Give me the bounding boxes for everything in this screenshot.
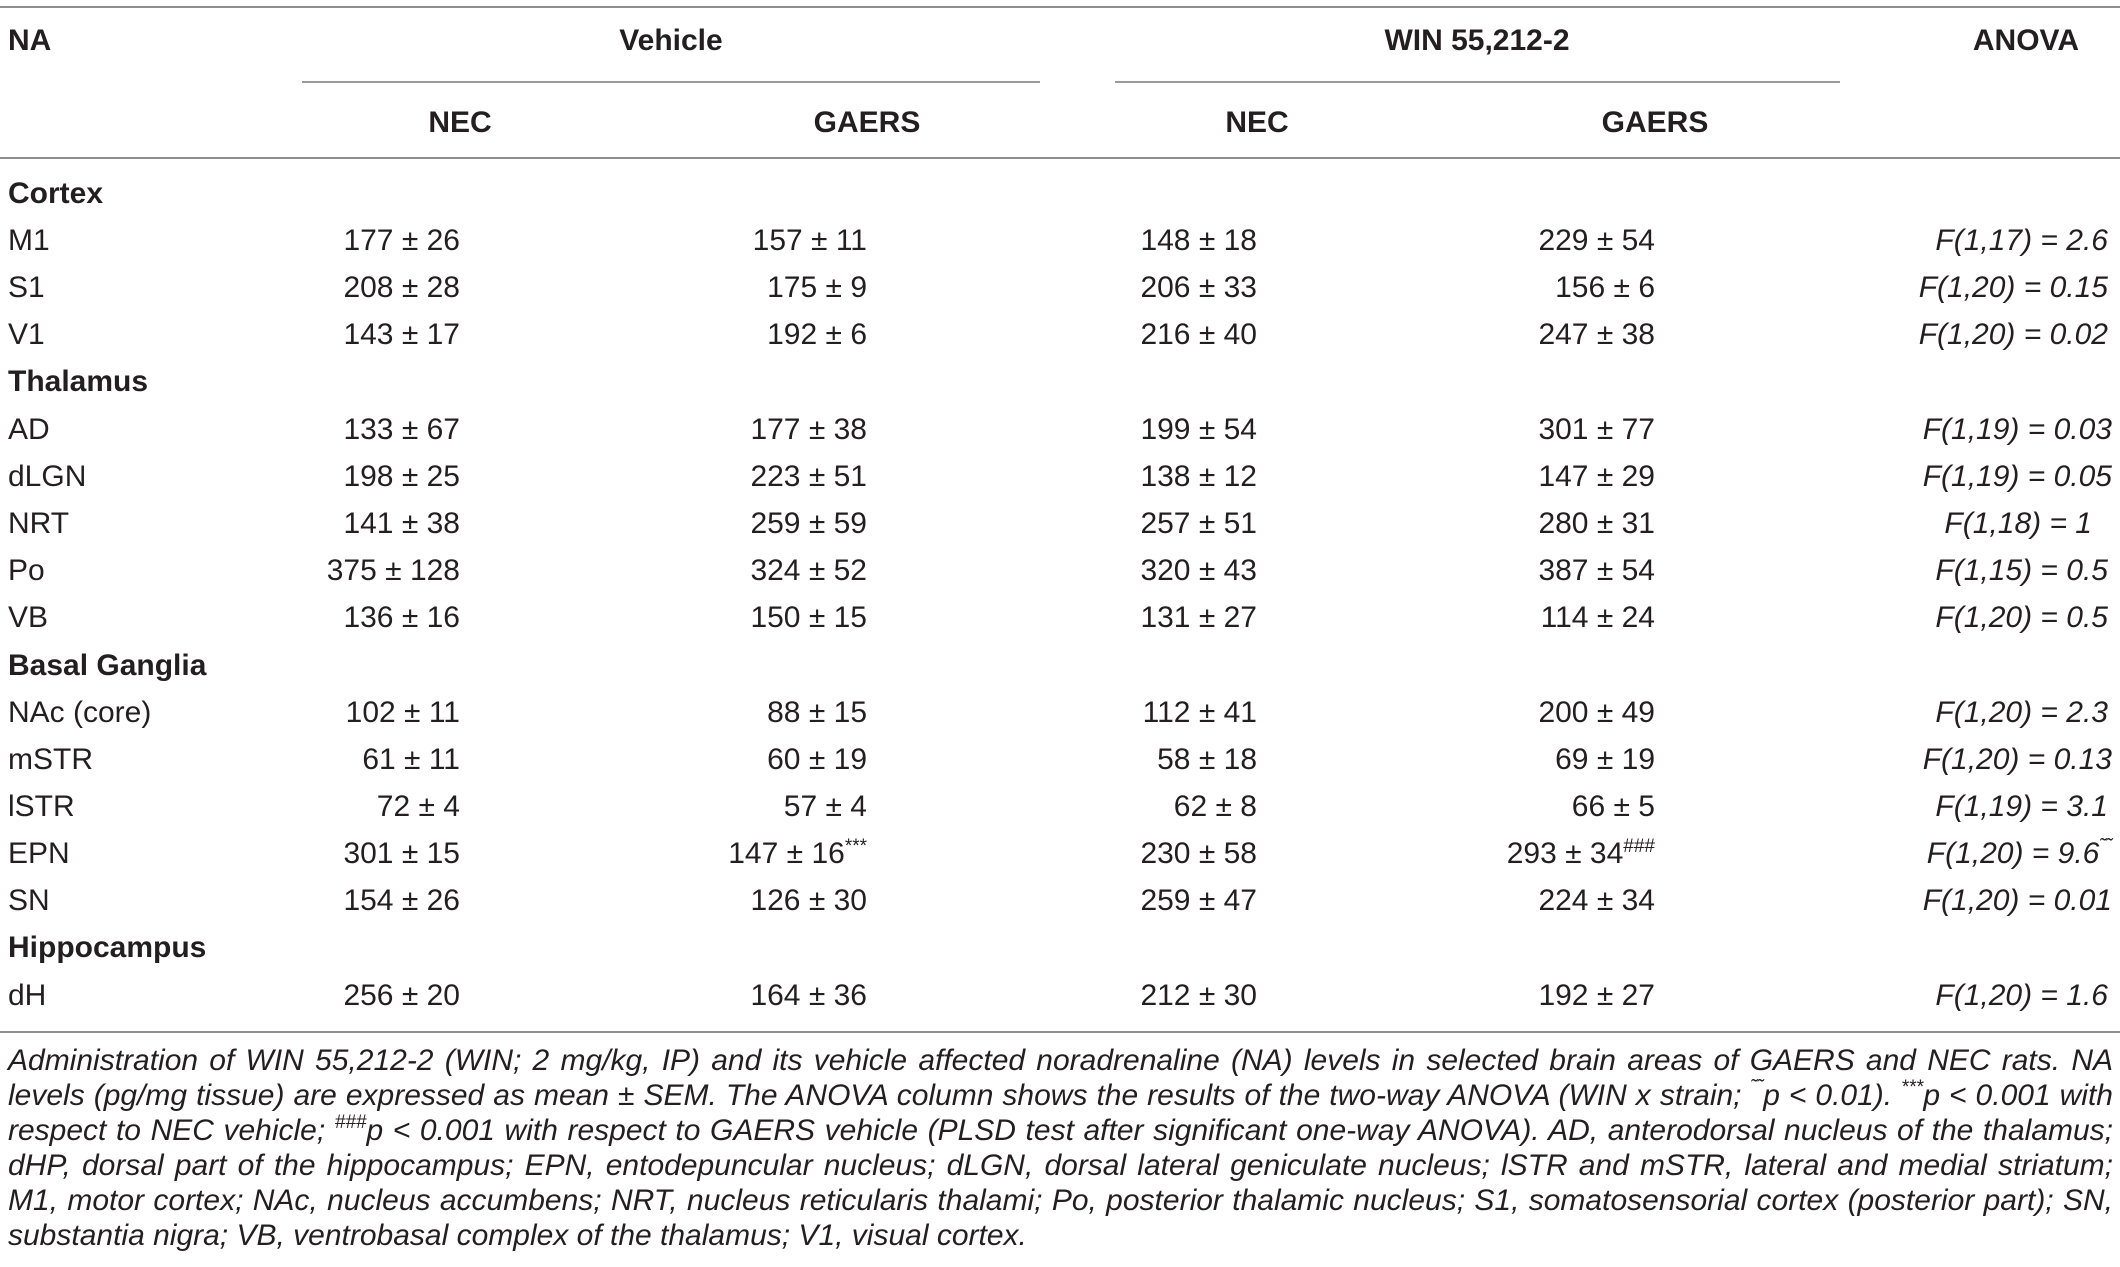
- win-nec-cell: 212 ± 30: [1140, 979, 1257, 1012]
- anova-cell: F(1,15) = 0.5: [1935, 554, 2108, 587]
- section-title: Hippocampus: [8, 931, 207, 964]
- win-nec-cell: 259 ± 47: [1140, 884, 1257, 917]
- anova-cell: F(1,20) = 2.3: [1935, 696, 2108, 729]
- win-gaers-cell: 69 ± 19: [1555, 743, 1655, 776]
- win-gaers-cell: 224 ± 34: [1538, 884, 1655, 917]
- caption-part: p < 0.001 with respect to NEC vehicle;: [8, 1079, 2113, 1147]
- vehicle-gaers-cell: 57 ± 4: [783, 790, 867, 823]
- win-nec-cell: 320 ± 43: [1140, 554, 1257, 587]
- significance-marker: ***: [844, 836, 867, 857]
- vehicle-nec-cell: 141 ± 38: [343, 507, 460, 540]
- caption-symbol: ###: [334, 1112, 367, 1133]
- area-label: Po: [8, 554, 45, 587]
- area-label: mSTR: [8, 743, 93, 776]
- vehicle-gaers-cell: 60 ± 19: [767, 743, 867, 776]
- vehicle-gaers-cell: [728, 836, 867, 872]
- win-gaers-cell: 229 ± 54: [1538, 224, 1655, 257]
- vehicle-gaers-cell: 192 ± 6: [767, 318, 867, 351]
- vehicle-nec-cell: 177 ± 26: [343, 224, 460, 257]
- win-gaers-cell: 147 ± 29: [1538, 460, 1655, 493]
- vehicle-group-rule: [302, 81, 1040, 83]
- vehicle-gaers-cell: 157 ± 11: [752, 224, 867, 257]
- section-title: Thalamus: [8, 365, 149, 398]
- win-nec-cell: 148 ± 18: [1140, 224, 1257, 257]
- vehicle-gaers-cell: 177 ± 38: [750, 413, 867, 446]
- vehicle-nec-cell: 136 ± 16: [343, 601, 460, 634]
- header-win-gaers: GAERS: [1601, 106, 1709, 139]
- anova-cell: F(1,20) = 0.02: [1918, 318, 2108, 351]
- win-gaers-cell: 247 ± 38: [1538, 318, 1655, 351]
- win-gaers-cell: 387 ± 54: [1538, 554, 1655, 587]
- anova-cell: F(1,20) = 0.15: [1918, 271, 2108, 304]
- anova-cell: F(1,18) = 1: [1944, 507, 2092, 540]
- vehicle-nec-cell: 375 ± 128: [326, 554, 460, 587]
- vehicle-nec-cell: 208 ± 28: [343, 271, 460, 304]
- win-group-rule: [1115, 81, 1840, 83]
- win-nec-cell: 206 ± 33: [1140, 271, 1257, 304]
- area-label: VB: [8, 601, 49, 634]
- vehicle-nec-cell: 256 ± 20: [343, 979, 460, 1012]
- win-nec-cell: 62 ± 8: [1173, 790, 1257, 823]
- cell-value: 147 ± 16: [728, 837, 845, 870]
- win-nec-cell: 257 ± 51: [1140, 507, 1257, 540]
- header-vehicle-nec: NEC: [428, 106, 492, 139]
- vehicle-nec-cell: 102 ± 11: [345, 696, 460, 729]
- win-gaers-cell: 156 ± 6: [1555, 271, 1655, 304]
- anova-cell: F(1,20) = 1.6: [1935, 979, 2108, 1012]
- area-label: NAc (core): [8, 696, 152, 729]
- table-bottom-rule: [0, 1031, 2120, 1033]
- win-gaers-cell: 66 ± 5: [1571, 790, 1655, 823]
- win-nec-cell: 230 ± 58: [1140, 837, 1257, 870]
- caption-part: Administration of WIN 55,212-2 (WIN; 2 mg/kg, IP) and its vehicle affected noradrenaline (NA) levels in selected brain areas of GAERS and NEC rats. NA levels (pg/mg tissue) are expressed as mean ± SEM. The ANOVA column shows the results of the two-way ANOVA (WIN x strain;: [8, 1044, 2113, 1112]
- header-vehicle: Vehicle: [619, 24, 723, 57]
- win-nec-cell: 112 ± 41: [1142, 696, 1257, 729]
- vehicle-gaers-cell: 164 ± 36: [750, 979, 867, 1012]
- anova-cell: F(1,20) = 0.01: [1922, 884, 2112, 917]
- area-label: EPN: [8, 837, 70, 870]
- win-nec-cell: 199 ± 54: [1140, 413, 1257, 446]
- anova-cell: F(1,20) = 0.5: [1935, 601, 2108, 634]
- win-gaers-cell: 114 ± 24: [1540, 601, 1655, 634]
- cell-value: 293 ± 34: [1506, 837, 1624, 870]
- area-label: dLGN: [8, 460, 87, 493]
- win-gaers-cell: 200 ± 49: [1538, 696, 1655, 729]
- area-label: SN: [8, 884, 50, 917]
- header-bottom-rule: [0, 157, 2120, 159]
- vehicle-gaers-cell: 126 ± 30: [750, 884, 867, 917]
- vehicle-gaers-cell: 175 ± 9: [767, 271, 867, 304]
- significance-marker: ˜˜: [2099, 836, 2112, 857]
- win-gaers-cell: [1507, 836, 1655, 872]
- anova-cell: F(1,19) = 3.1: [1935, 790, 2108, 823]
- vehicle-gaers-cell: 324 ± 52: [750, 554, 867, 587]
- caption-symbol: ˜˜: [1750, 1077, 1764, 1098]
- win-gaers-cell: 301 ± 77: [1538, 413, 1655, 446]
- area-label: lSTR: [8, 790, 75, 823]
- section-title: Basal Ganglia: [8, 649, 207, 682]
- anova-cell: F(1,19) = 0.03: [1922, 413, 2112, 446]
- anova-cell: F(1,17) = 2.6: [1935, 224, 2108, 257]
- caption-part: p < 0.001 with respect to GAERS vehicle (PLSD test after significant one-way ANOVA). AD, anterodorsal nucleus of the thalamus; dHP, dorsal part of the hippocampus; EPN, entodepuncular nucleus; dLGN, dorsal lateral geniculate nucleus; lSTR and mSTR, lateral and medial striatum; M1, motor cortex; NAc, nucleus accumbens; NRT, nucleus reticularis thalami; Po, posterior thalamic nucleus; S1, somatosensorial cortex (posterior part); SN, substantia nigra; VB, ventrobasal complex of the thalamus; V1, visual cortex.: [8, 1114, 2113, 1252]
- win-nec-cell: 138 ± 12: [1140, 460, 1257, 493]
- vehicle-nec-cell: 154 ± 26: [343, 884, 460, 917]
- vehicle-nec-cell: 198 ± 25: [343, 460, 460, 493]
- header-anova: ANOVA: [1972, 24, 2079, 57]
- caption-part: p < 0.01).: [1763, 1079, 1902, 1112]
- vehicle-nec-cell: 301 ± 15: [343, 837, 460, 870]
- area-label: dH: [8, 979, 47, 1012]
- section-title: Cortex: [8, 177, 104, 210]
- vehicle-gaers-cell: 88 ± 15: [767, 696, 867, 729]
- header-vehicle-gaers: GAERS: [813, 106, 921, 139]
- vehicle-nec-cell: 72 ± 4: [376, 790, 460, 823]
- header-corner: NA: [8, 24, 52, 57]
- vehicle-nec-cell: 61 ± 11: [362, 743, 460, 776]
- cell-value: F(1,20) = 9.6: [1926, 837, 2100, 870]
- area-label: V1: [8, 318, 45, 351]
- caption-symbol: ***: [1901, 1077, 1924, 1098]
- win-nec-cell: 131 ± 27: [1140, 601, 1257, 634]
- header-win: WIN 55,212-2: [1384, 24, 1570, 57]
- vehicle-gaers-cell: 259 ± 59: [750, 507, 867, 540]
- vehicle-gaers-cell: 223 ± 51: [750, 460, 867, 493]
- vehicle-nec-cell: 133 ± 67: [343, 413, 460, 446]
- anova-cell: F(1,19) = 0.05: [1922, 460, 2112, 493]
- win-gaers-cell: 280 ± 31: [1538, 507, 1655, 540]
- win-nec-cell: 58 ± 18: [1157, 743, 1257, 776]
- header-win-nec: NEC: [1225, 106, 1289, 139]
- area-label: S1: [8, 271, 45, 304]
- win-nec-cell: 216 ± 40: [1140, 318, 1257, 351]
- significance-marker: ###: [1623, 836, 1655, 857]
- area-label: AD: [8, 413, 50, 446]
- table-caption: [8, 1043, 2113, 1253]
- anova-cell: F(1,20) = 0.13: [1922, 743, 2112, 776]
- vehicle-nec-cell: 143 ± 17: [343, 318, 460, 351]
- anova-cell: [1927, 836, 2112, 872]
- area-label: NRT: [8, 507, 70, 540]
- win-gaers-cell: 192 ± 27: [1538, 979, 1655, 1012]
- table-top-rule: [0, 6, 2120, 8]
- area-label: M1: [8, 224, 50, 257]
- vehicle-gaers-cell: 150 ± 15: [750, 601, 867, 634]
